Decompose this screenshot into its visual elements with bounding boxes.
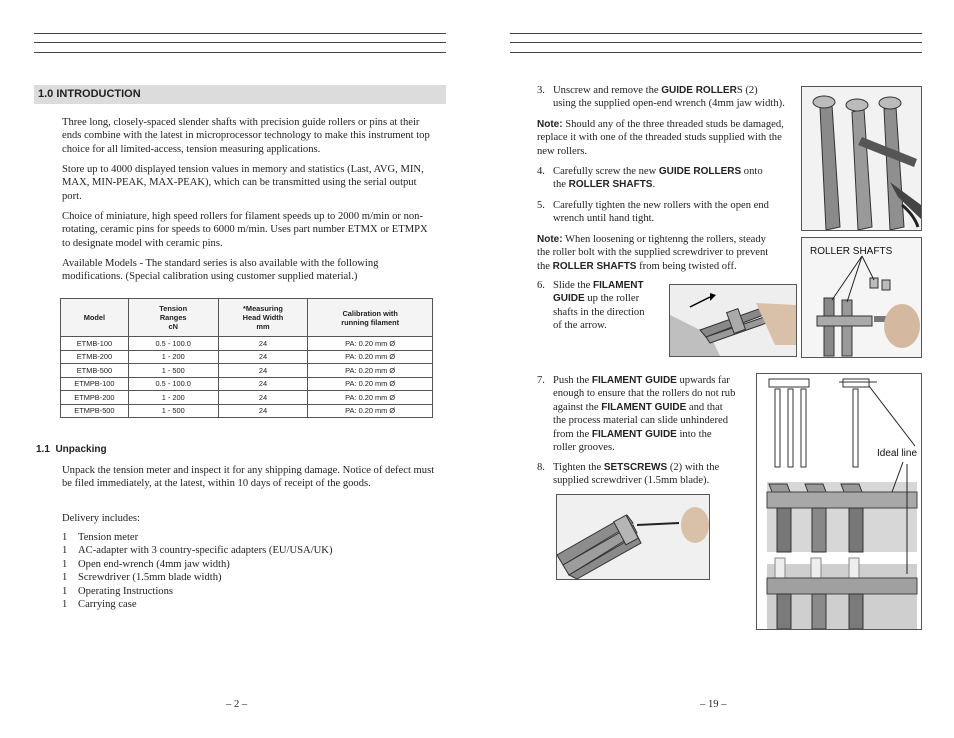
table-row bbox=[61, 364, 433, 378]
table-row bbox=[61, 337, 433, 351]
roller-shafts-photo bbox=[801, 237, 922, 358]
table-cell: 1 - 200 bbox=[128, 350, 218, 364]
table-cell: PA: 0.20 mm Ø bbox=[308, 350, 433, 364]
models-table bbox=[60, 298, 433, 418]
table-cell: 1 - 500 bbox=[128, 404, 218, 418]
header-rule bbox=[34, 52, 446, 53]
table-cell: 24 bbox=[218, 404, 308, 418]
step-7: 7. Push the FILAMENT GUIDE upwards far enough to ensure that the rollers do not rub against the FILAMENT GUIDE and that the process material can slide unhindered from the FILAMENT GUIDE into the roller grooves. bbox=[537, 375, 736, 454]
table-cell: 24 bbox=[218, 391, 308, 405]
setscrew-tightening-photo bbox=[556, 494, 710, 580]
table-row bbox=[61, 350, 433, 364]
step-8: 8. Tighten the SETSCREWS (2) with the supplied screwdriver (1.5mm blade). bbox=[537, 462, 720, 487]
intro-paragraph-4: Available Models - The standard series is also available with the following modifications. (Special calibration using customer supplied material.) bbox=[62, 258, 379, 283]
table-cell: PA: 0.20 mm Ø bbox=[308, 391, 433, 405]
table-cell: PA: 0.20 mm Ø bbox=[308, 364, 433, 378]
table-cell: 24 bbox=[218, 377, 308, 391]
list-item: 1 AC-adapter with 3 country-specific adapters (EU/USA/UK) bbox=[62, 545, 333, 557]
table-cell: PA: 0.20 mm Ø bbox=[308, 404, 433, 418]
list-item: 1 Carrying case bbox=[62, 598, 137, 610]
step-6: 6. Slide the FILAMENT GUIDE up the roller shafts in the direction of the arrow. bbox=[537, 280, 645, 332]
unpacking-paragraph: Unpack the tension meter and inspect it for any shipping damage. Notice of defect must be filed immediately, at the latest, within 10 days of receipt of the goods. bbox=[62, 465, 435, 490]
table-cell: 24 bbox=[218, 337, 308, 351]
header-rule bbox=[510, 33, 922, 34]
table-cell: ETMPB-500 bbox=[61, 404, 129, 418]
list-item: 1 Tension meter bbox=[62, 532, 139, 543]
step-4: 4. Carefully screw the new GUIDE ROLLERS onto the ROLLER SHAFTS. bbox=[537, 166, 763, 191]
header-rule bbox=[34, 33, 446, 34]
note-1: Note: Should any of the three threaded studs be damaged, replace it with one of the threaded studs supplied with the new rollers. bbox=[537, 119, 784, 157]
page-number-right: – 19 – bbox=[700, 699, 727, 710]
table-cell: PA: 0.20 mm Ø bbox=[308, 377, 433, 391]
table-cell: 1 - 500 bbox=[128, 364, 218, 378]
table-cell: 0.5 - 100.0 bbox=[128, 337, 218, 351]
page-number-left: – 2 – bbox=[226, 699, 248, 710]
table-cell: 0.5 - 100.0 bbox=[128, 377, 218, 391]
intro-paragraph-1: Three long, closely-spaced slender shafts with precision guide rollers or pins at their ends combine with the latest in microprocessor technology to make this instrument top choice for all limited-access, tension measuring applications. bbox=[62, 117, 430, 155]
table-cell: 1 - 200 bbox=[128, 391, 218, 405]
table-cell: PA: 0.20 mm Ø bbox=[308, 337, 433, 351]
table-header-cell: Calibration with running filament bbox=[308, 299, 433, 337]
table-row bbox=[61, 404, 433, 418]
table-cell: ETMB-500 bbox=[61, 364, 129, 378]
filament-guide-slide-photo bbox=[669, 284, 797, 357]
header-rule bbox=[510, 42, 922, 43]
list-item: 1 Operating Instructions bbox=[62, 585, 174, 597]
table-header-row bbox=[61, 299, 433, 337]
intro-heading: 1.0 INTRODUCTION bbox=[34, 85, 446, 104]
table-cell: ETMPB-200 bbox=[61, 391, 129, 405]
roller-shafts-wrench-photo bbox=[801, 86, 922, 231]
table-header-cell: Model bbox=[61, 299, 129, 337]
step-3: 3. Unscrew and remove the GUIDE ROLLERS (2) using the supplied open-end wrench (4mm jaw width). bbox=[537, 85, 785, 110]
table-row bbox=[61, 391, 433, 405]
step-5: 5. Carefully tighten the new rollers with the open end wrench until hand tight. bbox=[537, 200, 769, 225]
intro-paragraph-2: Store up to 4000 displayed tension values in memory and statistics (Last, AVG, MIN, MAX, MIN-PEAK, MAX-PEAK), which can be transmitted using the serial output port. bbox=[62, 164, 424, 202]
header-rule bbox=[34, 42, 446, 43]
list-item: 1 Screwdriver (1.5mm blade width) bbox=[62, 572, 222, 584]
table-row bbox=[61, 377, 433, 391]
ideal-line-diagram bbox=[756, 373, 922, 630]
delivery-label: Delivery includes: bbox=[62, 513, 140, 524]
table-cell: ETMPB-100 bbox=[61, 377, 129, 391]
ideal-line-label: Ideal line bbox=[877, 448, 918, 459]
table-header-cell: *Measuring Head Width mm bbox=[218, 299, 308, 337]
table-header-cell: Tension Ranges cN bbox=[128, 299, 218, 337]
note-2: Note: When loosening or tightenng the rollers, steady the roller bolt with the supplied screwdriver to prevent the ROLLER SHAFTS from being twisted off. bbox=[537, 234, 769, 272]
unpacking-heading: 1.1 Unpacking bbox=[36, 444, 107, 455]
table-cell: ETMB-100 bbox=[61, 337, 129, 351]
delivery-list bbox=[62, 531, 332, 611]
table-cell: 24 bbox=[218, 364, 308, 378]
list-item: 1 Open end-wrench (4mm jaw width) bbox=[62, 558, 230, 570]
table-cell: ETMB-200 bbox=[61, 350, 129, 364]
intro-paragraph-3: Choice of miniature, high speed rollers for filament speeds up to 2000 m/min or non- rotating, ceramic pins for speeds to 6000 m/min. Uses part number ETMX or ETMPX to designate model with ceramic pins. bbox=[62, 211, 428, 249]
roller-shafts-label: ROLLER SHAFTS bbox=[810, 246, 893, 257]
table-cell: 24 bbox=[218, 350, 308, 364]
header-rule bbox=[510, 52, 922, 53]
